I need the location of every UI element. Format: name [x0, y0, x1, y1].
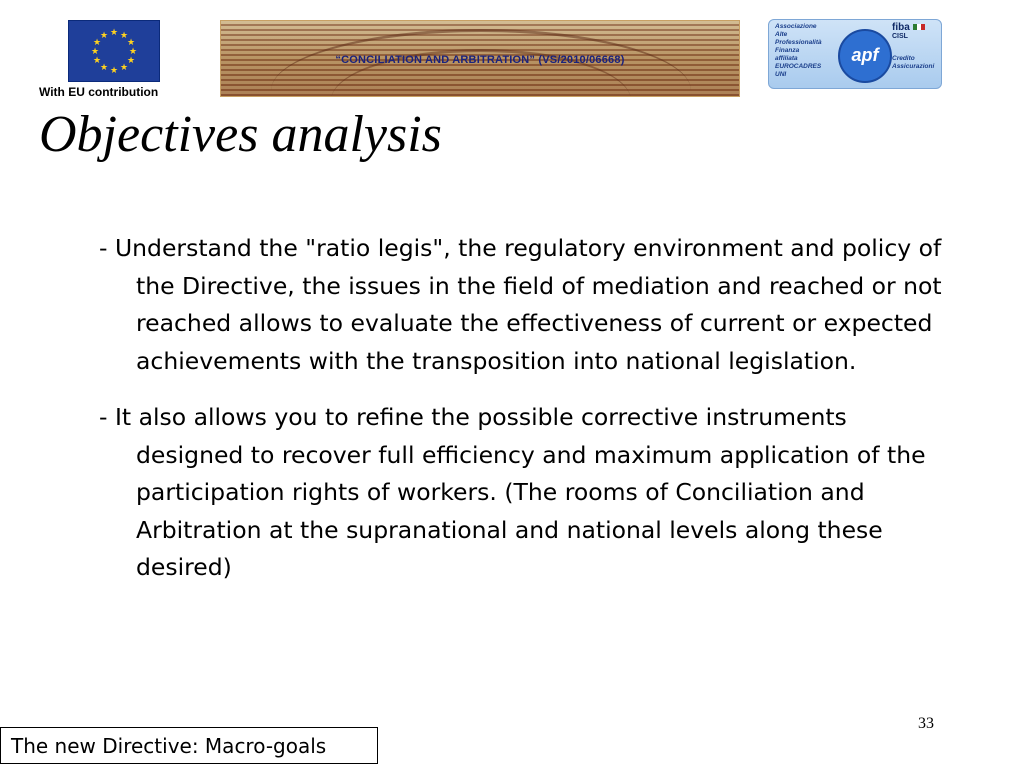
- logo-line: Finanza: [775, 47, 800, 54]
- slide-title: Objectives analysis: [39, 106, 442, 163]
- apf-logo-right-text: [892, 23, 938, 71]
- svg-text:★: ★: [126, 38, 136, 48]
- fiba-text: fiba: [892, 22, 910, 33]
- svg-text:★: ★: [92, 56, 102, 66]
- footer-box: [0, 727, 378, 764]
- logo-line: Alte: [775, 31, 788, 38]
- bullet-paragraph: - Understand the "ratio legis", the regulatory environment and policy of the Directive, the issues in the field of mediation and reached or not reached allows to evaluate the effectiveness of current or expected achievements with the transposition into national legislation.: [99, 234, 942, 375]
- apf-circle-logo: [838, 29, 892, 83]
- logo-line: EUROCADRES: [775, 63, 822, 70]
- eu-stars-icon: [69, 21, 159, 81]
- project-banner: [220, 20, 740, 97]
- svg-text:★: ★: [119, 31, 129, 41]
- cisl-label: CISL: [892, 33, 908, 40]
- logo-line: UNI: [775, 71, 787, 78]
- svg-text:★: ★: [119, 63, 129, 73]
- slide-body: [99, 230, 949, 606]
- banner-title: “CONCILIATION AND ARBITRATION” (VS/2010/06668): [335, 54, 625, 66]
- apf-fiba-cisl-logo: [768, 19, 942, 89]
- bullet-paragraph: - It also allows you to refine the possible corrective instruments designed to recover full efficiency and maximum application of the participation rights of workers. (The rooms of Conciliation and Arbitration at the supranational and national levels along these desired): [99, 403, 926, 581]
- fiba-label: [892, 23, 938, 33]
- eu-flag-logo: [68, 20, 160, 82]
- svg-text:★: ★: [109, 28, 119, 38]
- svg-text:★: ★: [92, 38, 102, 48]
- footer-text: The new Directive: Macro-goals: [11, 734, 327, 758]
- svg-text:★: ★: [99, 63, 109, 73]
- apf-logo-left-text: [775, 23, 835, 79]
- page-number: 33: [918, 715, 934, 732]
- svg-text:★: ★: [99, 31, 109, 41]
- italian-flag-icon: [913, 24, 925, 30]
- logo-line: Professionalità: [775, 39, 822, 46]
- svg-text:★: ★: [109, 66, 119, 76]
- svg-text:★: ★: [128, 47, 138, 57]
- logo-line: Credito: [892, 55, 915, 62]
- eu-contribution-caption: With EU contribution: [39, 85, 159, 99]
- apf-logo-text: apf: [851, 45, 879, 65]
- logo-line: Assicurazioni: [892, 63, 935, 70]
- logo-line: affiliata: [775, 55, 798, 62]
- svg-text:★: ★: [90, 47, 100, 57]
- logo-line: Associazione: [775, 23, 817, 30]
- svg-text:★: ★: [126, 56, 136, 66]
